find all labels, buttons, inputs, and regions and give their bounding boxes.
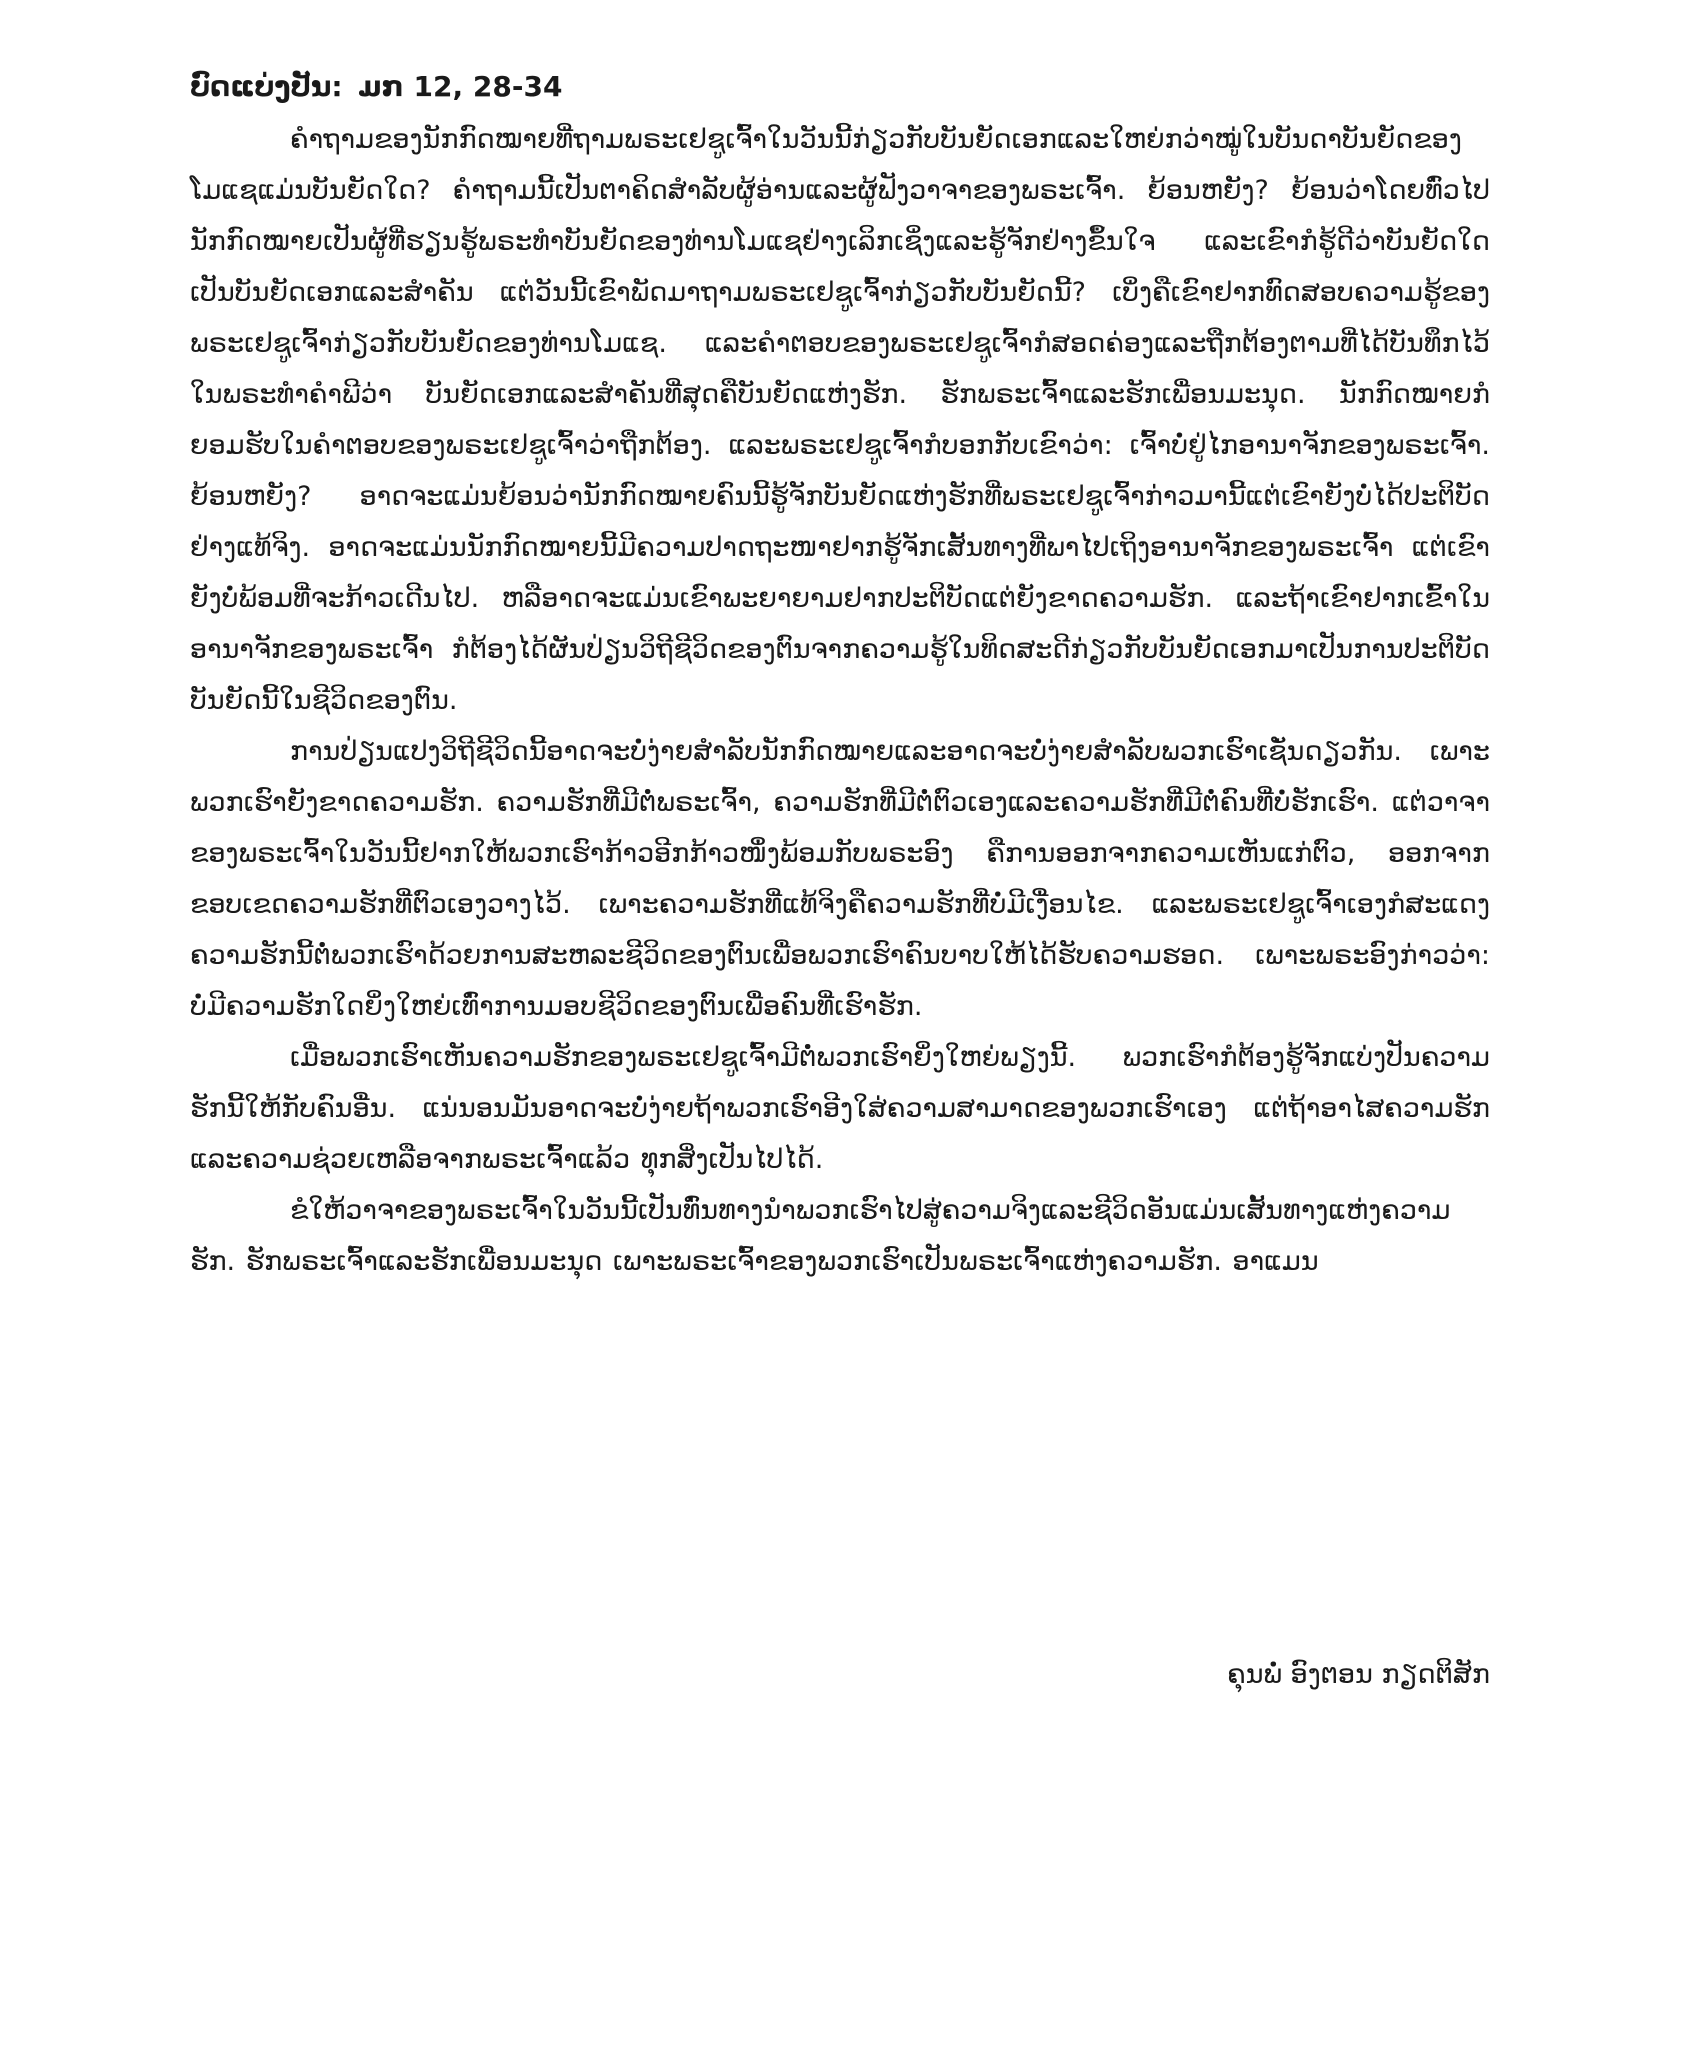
paragraph-4: ຂໍໃຫ້ວາຈາຂອງພຣະເຈົ້າໃນວັນນີ້ເປັນທົ່ນທາງນຳພວກເຮົາໄປສູ່ຄວາມຈິງແລະຊີວິດອັນແມ່ນເສັ້ນທາງແຫ່ງຄວາມຮັກ. ຮັກພຣະເຈົ້າແລະຮັກເພື່ອນມະນຸດ ເພາະພຣະເຈົ້າຂອງພວກເຮົາເປັນພຣະເຈົ້າແຫ່ງຄວາມຮັກ. ອາແມນ [190, 1195, 1451, 1277]
paragraph-1: ຄຳຖາມຂອງນັກກົດໝາຍທີ່ຖາມພຣະເຢຊູເຈົ້າໃນວັນນີ້ກ່ຽວກັບບັນຍັດເອກແລະໃຫຍ່ກວ່າໝູ່ໃນບັນດາບັນຍັດຂອງໂມແຊແມ່ນບັນຍັດໃດ? ຄຳຖາມນີ້ເປັນຕາຄິດສຳລັບຜູ້ອ່ານແລະຜູ້ຟັງວາຈາຂອງພຣະເຈົ້າ. ຍ້ອນຫຍັງ? ຍ້ອນວ່າໂດຍທົ່ວໄປນັກກົດໝາຍເປັນຜູ້ທີ່ຮຽນຮູ້ພຣະທຳບັນຍັດຂອງທ່ານໂມແຊຢ່າງເລິກເຊິ່ງແລະຮູ້ຈັກຢ່າງຂຶ້ນໃຈ ແລະເຂົາກໍຮູ້ດີວ່າບັນຍັດໃດເປັນບັນຍັດເອກແລະສຳຄັນ ແຕ່ວັນນີ້ເຂົາພັດມາຖາມພຣະເຢຊູເຈົ້າກ່ຽວກັບບັນຍັດນີ້? ເບິ່ງຄືເຂົາຢາກທົດສອບຄວາມຮູ້ຂອງພຣະເຢຊູເຈົ້າກ່ຽວກັບບັນຍັດຂອງທ່ານໂມແຊ. ແລະຄຳຕອບຂອງພຣະເຢຊູເຈົ້າກໍສອດຄ່ອງແລະຖືກຕ້ອງຕາມທີ່ໄດ້ບັນທຶກໄວ້ໃນພຣະທຳຄຳພີວ່າ ບັນຍັດເອກແລະສຳຄັນທີ່ສຸດຄືບັນຍັດແຫ່ງຮັກ. ຮັກພຣະເຈົ້າແລະຮັກເພື່ອນມະນຸດ. ນັກກົດໝາຍກໍຍອມຮັບໃນຄຳຕອບຂອງພຣະເຢຊູເຈົ້າວ່າຖືກຕ້ອງ. ແລະພຣະເຢຊູເຈົ້າກໍບອກກັບເຂົາວ່າ: ເຈົ້າບໍ່ຢູ່ໄກອານາຈັກຂອງພຣະເຈົ້າ. ຍ້ອນຫຍັງ? ອາດຈະແມ່ນຍ້ອນວ່ານັກກົດໝາຍຄົນນີ້ຮູ້ຈັກບັນຍັດແຫ່ງຮັກທີ່ພຣະເຢຊູເຈົ້າກ່າວມານີ້ແຕ່ເຂົາຍັງບໍ່ໄດ້ປະຕິບັດຢ່າງແທ້ຈິງ. ອາດຈະແມ່ນນັກກົດໝາຍນີ້ມີຄວາມປາດຖະໜາຢາກຮູ້ຈັກເສັ້ນທາງທີ່ພາໄປເຖິງອານາຈັກຂອງພຣະເຈົ້າ ແຕ່ເຂົາຍັງບໍ່ພ້ອມທີ່ຈະກ້າວເດີນໄປ. ຫລືອາດຈະແມ່ນເຂົາພະຍາຍາມຢາກປະຕິບັດແຕ່ຍັງຂາດຄວາມຮັກ. ແລະຖ້າເຂົາຢາກເຂົ້າໃນອານາຈັກຂອງພຣະເຈົ້າ ກໍຕ້ອງໄດ້ຜັນປ່ຽນວິຖີຊີວິດຂອງຕົນຈາກຄວາມຮູ້ໃນທິດສະດີກ່ຽວກັບບັນຍັດເອກມາເປັນການປະຕິບັດບັນຍັດນີ້ໃນຊີວິດຂອງຕົນ. [190, 124, 1490, 716]
scripture-reference: ມກ 12, 28-34 [358, 70, 563, 103]
document-body [190, 62, 1490, 1287]
heading-title: ບົດແບ່ງປັນ: [190, 70, 343, 103]
author-signature: ຄຸນພໍ່ ອົງຕອນ ກຽດຕິສັກ [1227, 1659, 1490, 1690]
reading-heading [190, 62, 1490, 112]
paragraph-3: ເມື່ອພວກເຮົາເຫັນຄວາມຮັກຂອງພຣະເຢຊູເຈົ້າມີຕໍ່ພວກເຮົາຍິ່ງໃຫຍ່ພຽງນີ້. ພວກເຮົາກໍຕ້ອງຮູ້ຈັກແບ່ງປັນຄວາມຮັກນີ້ໃຫ້ກັບຄົນອື່ນ. ແນ່ນອນມັນອາດຈະບໍ່ງ່າຍຖ້າພວກເຮົາອີງໃສ່ຄວາມສາມາດຂອງພວກເຮົາເອງ ແຕ່ຖ້າອາໄສຄວາມຮັກແລະຄວາມຊ່ວຍເຫລືອຈາກພຣະເຈົ້າແລ້ວ ທຸກສິ່ງເປັນໄປໄດ້. [190, 1042, 1490, 1175]
paragraph-2: ການປ່ຽນແປງວິຖີຊີວິດນີ້ອາດຈະບໍ່ງ່າຍສຳລັບນັກກົດໝາຍແລະອາດຈະບໍ່ງ່າຍສຳລັບພວກເຮົາເຊັ່ນດຽວກັນ. ເພາະພວກເຮົາຍັງຂາດຄວາມຮັກ. ຄວາມຮັກທີ່ມີຕໍ່ພຣະເຈົ້າ, ຄວາມຮັກທີ່ມີຕໍ່ຕົວເອງແລະຄວາມຮັກທີ່ມີຕໍ່ຄົນທີ່ບໍ່ຮັກເຮົາ. ແຕ່ວາຈາຂອງພຣະເຈົ້າໃນວັນນີ້ຢາກໃຫ້ພວກເຮົາກ້າວອີກກ້າວໜຶ່ງພ້ອມກັບພຣະອົງ ຄືການອອກຈາກຄວາມເຫັນແກ່ຕົວ, ອອກຈາກຂອບເຂດຄວາມຮັກທີ່ຕົວເອງວາງໄວ້. ເພາະຄວາມຮັກທີ່ແທ້ຈິງຄືຄວາມຮັກທີ່ບໍ່ມີເງື່ອນໄຂ. ແລະພຣະເຢຊູເຈົ້າເອງກໍສະແດງຄວາມຮັກນີ້ຕໍ່ພວກເຮົາດ້ວຍການສະຫລະຊີວິດຂອງຕົນເພື່ອພວກເຮົາຄົນບາບໃຫ້ໄດ້ຮັບຄວາມຮອດ. ເພາະພຣະອົງກ່າວວ່າ: ບໍ່ມີຄວາມຮັກໃດຍິ່ງໃຫຍ່ເທົ່າການມອບຊີວິດຂອງຕົນເພື່ອຄົນທີ່ເຮົາຮັກ. [190, 736, 1490, 1022]
